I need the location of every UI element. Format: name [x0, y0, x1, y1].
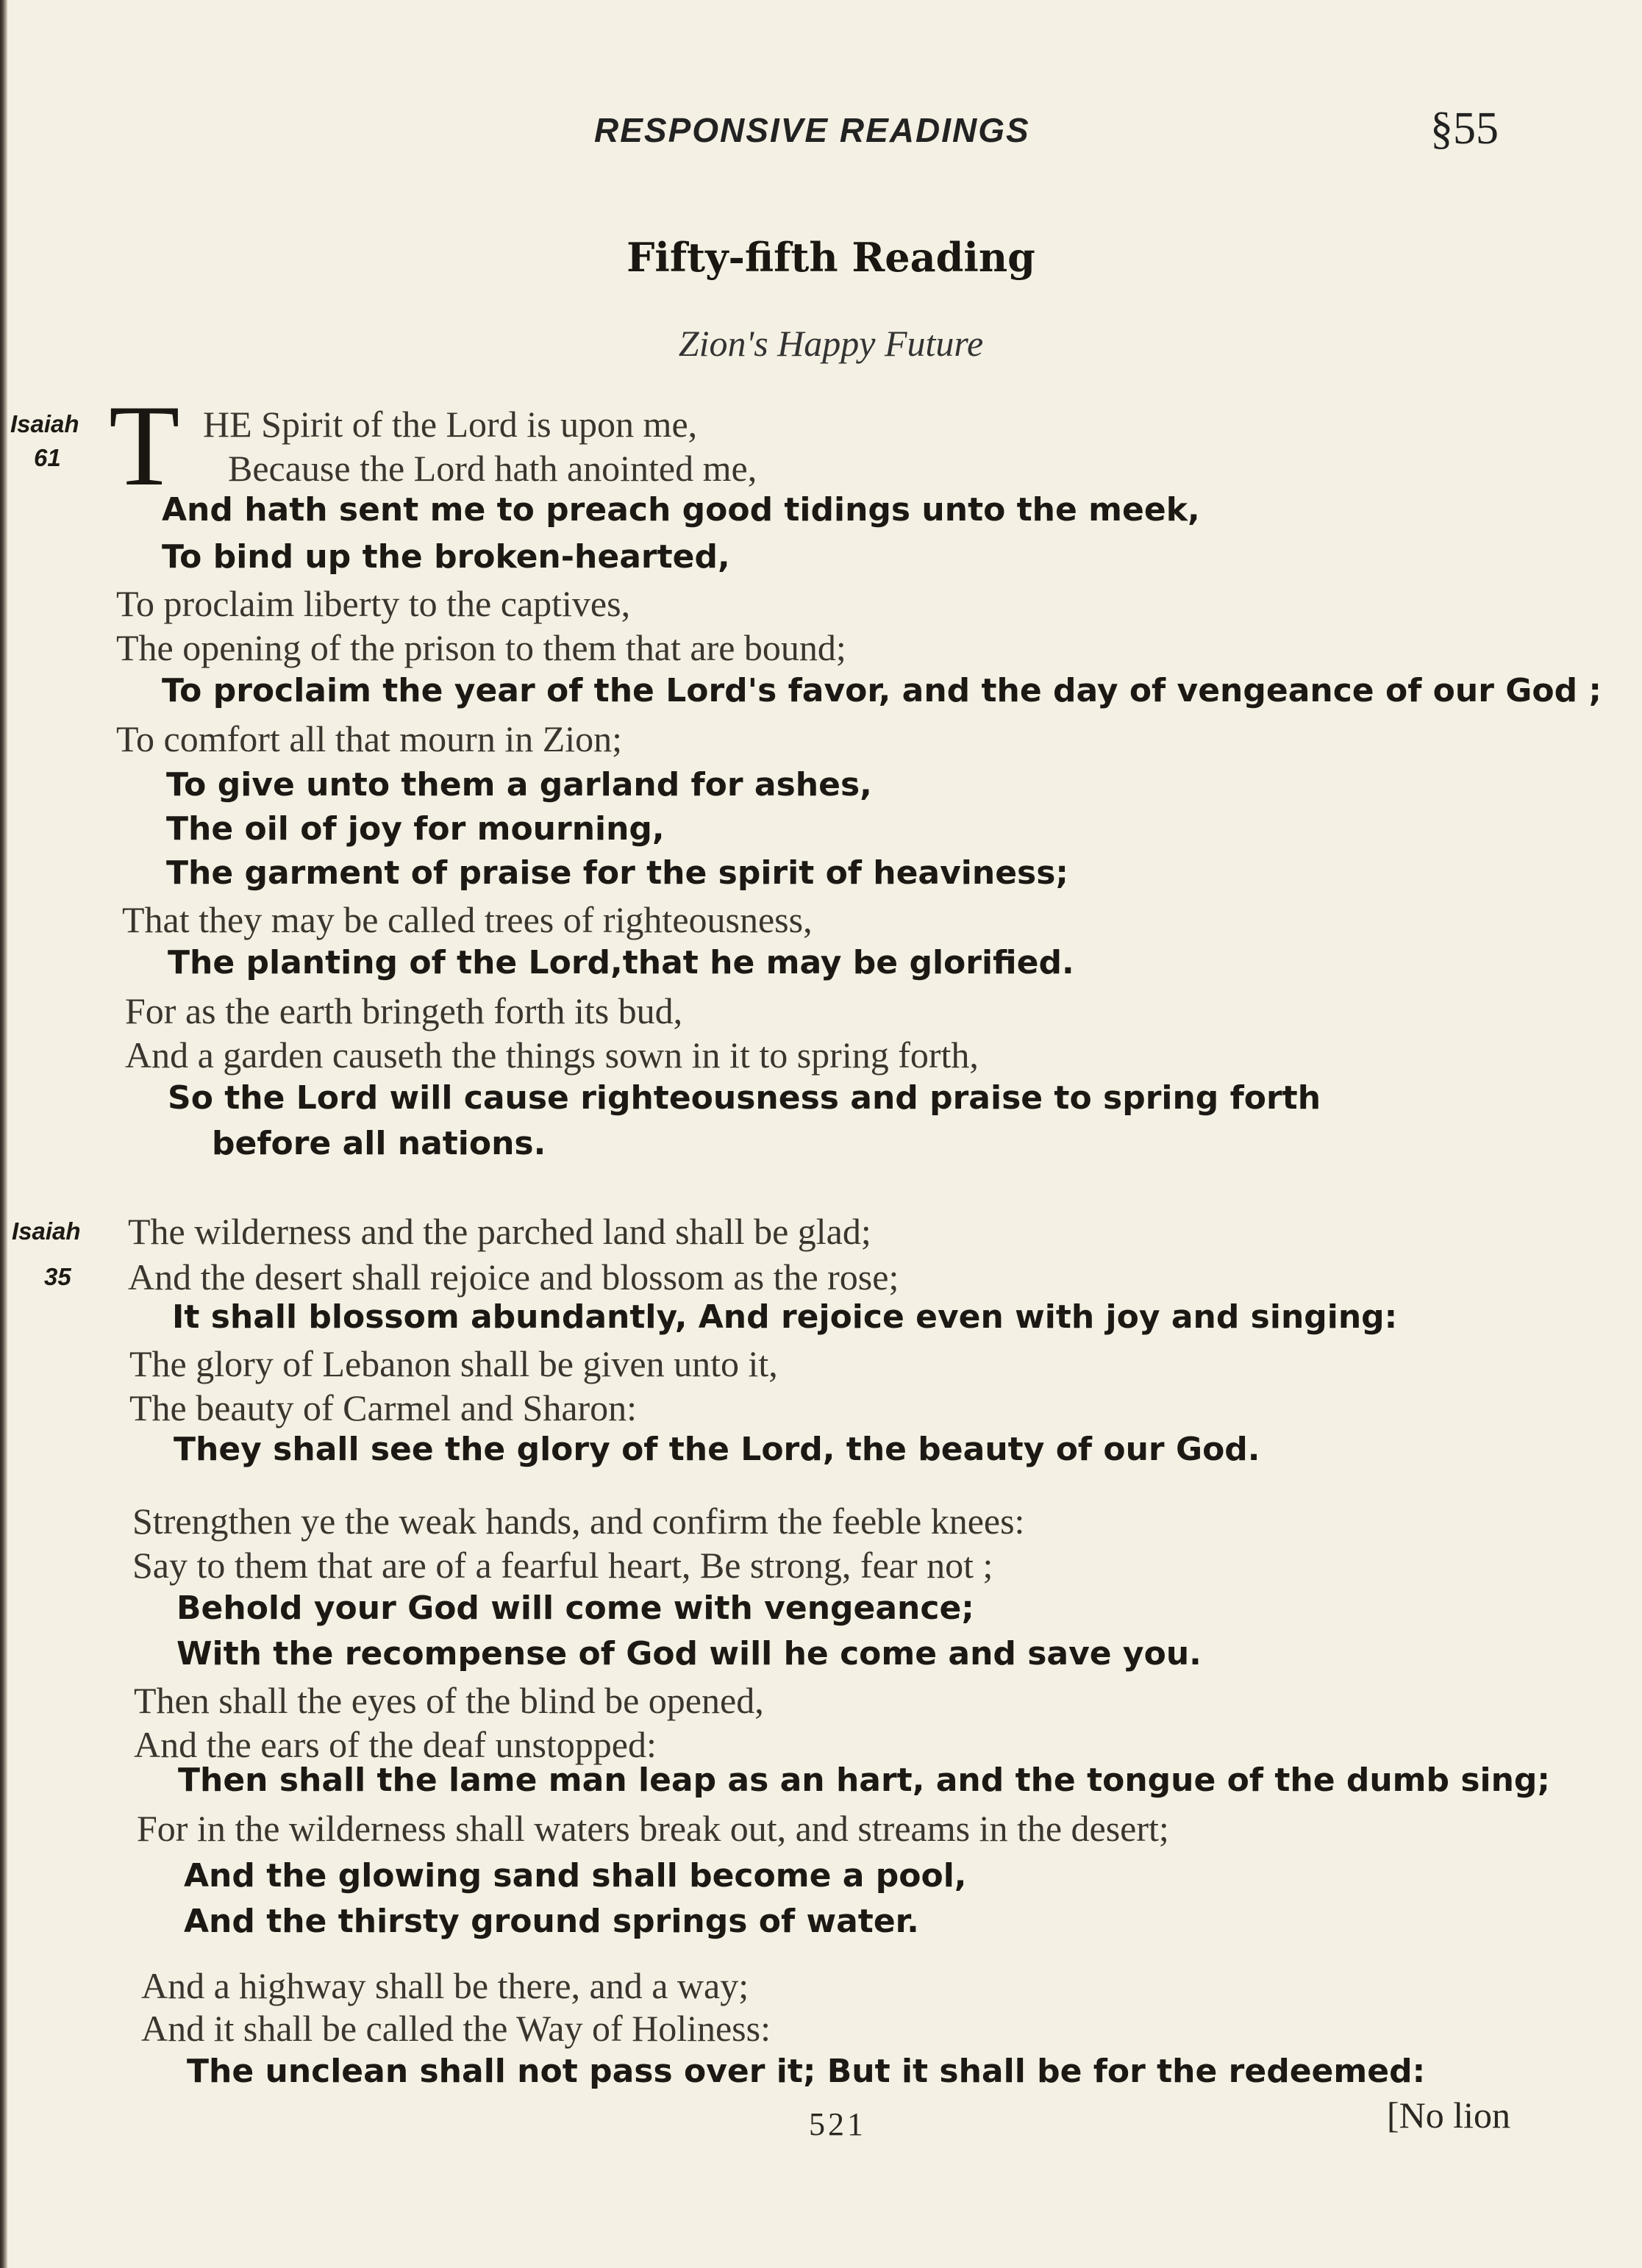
- scripture-ref-chapter: 61: [34, 444, 61, 471]
- verse-line: And the ears of the deaf unstopped:: [134, 1724, 657, 1765]
- verse-line: And the desert shall rejoice and blossom as the rose;: [128, 1256, 899, 1298]
- drop-cap: T: [109, 382, 180, 510]
- verse-line: And a highway shall be there, and a way;: [141, 1965, 749, 2006]
- reading-subtitle: Zion's Happy Future: [678, 323, 984, 364]
- scripture-ref-book: Isaiah: [12, 1217, 81, 1245]
- verse-line: And hath sent me to preach good tidings unto the meek,: [162, 491, 1200, 529]
- verse-line: Strengthen ye the weak hands, and confirm the feeble knees:: [132, 1500, 1025, 1542]
- verse-line: Say to them that are of a fearful heart, Be strong, fear not ;: [132, 1545, 993, 1586]
- verse-line: And it shall be called the Way of Holiness:: [141, 2008, 771, 2049]
- verse-line: To give unto them a garland for ashes,: [166, 766, 872, 804]
- verse-line: For as the earth bringeth forth its bud,: [125, 990, 683, 1031]
- verse-line: And the glowing sand shall become a pool,: [184, 1857, 967, 1895]
- verse-line: That they may be called trees of righteousness,: [122, 899, 813, 940]
- verse-line: To proclaim liberty to the captives,: [116, 583, 631, 624]
- verse-line: For in the wilderness shall waters break out, and streams in the desert;: [137, 1808, 1169, 1849]
- verse-line: It shall blossom abundantly, And rejoice even with joy and singing:: [172, 1298, 1398, 1336]
- verse-line: The garment of praise for the spirit of heaviness;: [166, 854, 1069, 892]
- verse-line: To proclaim the year of the Lord's favor, and the day of vengeance of our God ;: [162, 672, 1602, 709]
- reading-title: Fifty-fifth Reading: [627, 234, 1035, 281]
- verse-line: The beauty of Carmel and Sharon:: [129, 1387, 638, 1428]
- page-number: 521: [809, 2106, 866, 2142]
- catchword: [No lion: [1387, 2094, 1511, 2136]
- verse-line: And a garden causeth the things sown in it to spring forth,: [125, 1034, 979, 1076]
- verse-line: The oil of joy for mourning,: [166, 810, 665, 848]
- verse-line: And the thirsty ground springs of water.: [184, 1903, 919, 1940]
- verse-line: Then shall the eyes of the blind be opened,: [134, 1680, 764, 1721]
- page-binding-edge: [0, 0, 7, 2268]
- verse-line: HE Spirit of the Lord is upon me,: [203, 404, 698, 445]
- verse-line: So the Lord will cause righteousness and praise to spring forth: [168, 1079, 1321, 1117]
- scripture-ref-book: Isaiah: [10, 410, 79, 437]
- verse-line: The wilderness and the parched land shall be glad;: [128, 1211, 871, 1252]
- verse-line: With the recompense of God will he come and save you.: [176, 1635, 1202, 1673]
- verse-line: The unclean shall not pass over it; But it shall be for the redeemed:: [187, 2053, 1426, 2090]
- running-header: RESPONSIVE READINGS: [594, 111, 1030, 149]
- verse-line: Then shall the lame man leap as an hart, and the tongue of the dumb sing;: [178, 1761, 1551, 1799]
- verse-line: To comfort all that mourn in Zion;: [116, 718, 623, 759]
- section-number: §55: [1430, 104, 1499, 154]
- verse-line: The glory of Lebanon shall be given unto it,: [129, 1343, 778, 1384]
- verse-line: Because the Lord hath anointed me,: [228, 448, 757, 489]
- verse-line: They shall see the glory of the Lord, the beauty of our God.: [174, 1431, 1260, 1468]
- verse-line: Behold your God will come with vengeance;: [176, 1589, 974, 1627]
- verse-line: To bind up the broken-hearted,: [162, 538, 730, 576]
- verse-line: before all nations.: [212, 1125, 546, 1162]
- verse-line: The opening of the prison to them that are bound;: [116, 627, 846, 668]
- verse-line: The planting of the Lord,that he may be glorified.: [168, 944, 1074, 981]
- scripture-ref-chapter: 35: [44, 1263, 71, 1290]
